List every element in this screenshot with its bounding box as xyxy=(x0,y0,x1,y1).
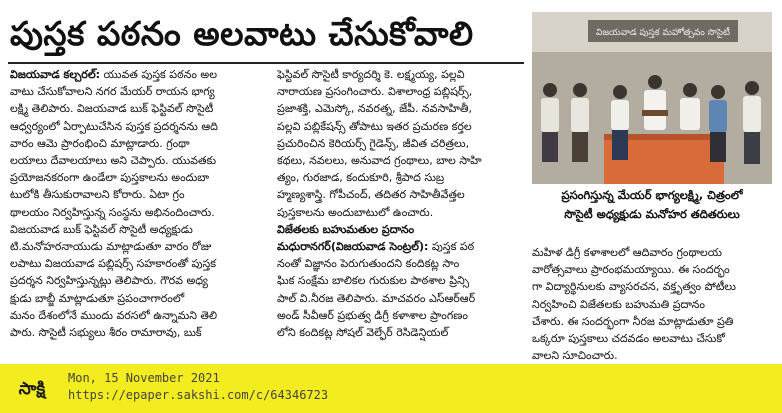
caption-line-0: ప్రసంగిస్తున్న మేయర్ భాగ్యలక్ష్మి, చిత్రంలో xyxy=(561,188,743,202)
news-photo xyxy=(532,12,772,184)
col1-line-10: టి.మనోహరనాయుడు మాట్లాడుతూ వారం రోజు xyxy=(10,240,212,254)
sub-dateline: మధురానగర్(విజయవాడ సెంట్రల్): xyxy=(277,240,429,254)
col2-line-3: పల్లవి పబ్లికేషన్స్ తోపాటు ఇతర ప్రచురణ కర్తల xyxy=(277,119,472,133)
col1-line-4: వారం ఆమె ప్రారంభించి మాట్లాడారు. గ్రంథా xyxy=(10,136,190,150)
col3-line-2: గా విద్యార్థినులకు వ్యాసరచన, వక్తృత్వం పోటీలు xyxy=(532,280,736,294)
headline-rule xyxy=(8,62,524,64)
col2-line-8: పుస్తకాలను అందుబాటులో ఉంచారు. xyxy=(277,205,434,219)
col1-line-12: ప్రదర్శన నిర్వహిస్తున్నట్లు తెలిపారు. గౌరవ అధ్య xyxy=(10,274,208,288)
headline: పుస్తక పఠనం అలవాటు చేసుకోవాలి xyxy=(10,14,474,53)
logo-text: సాక్షి xyxy=(18,379,46,399)
sub-headline: విజేతలకు బహుమతుల ప్రదానం xyxy=(277,222,415,236)
col3-line-0: మహిళ డిగ్రీ కళాశాలలో ఆదివారం గ్రంథాలయ xyxy=(532,246,722,259)
col1-line-9: విజయవాడ బుక్ ఫెస్టివల్ సొసైటీ అధ్యక్షుడు xyxy=(10,222,193,236)
col3-line-3: నిర్వహించి విజేతలకు బహుమతి ప్రదానం xyxy=(532,297,705,311)
col2-line-6: త్యం, గురజాడ, కందుకూరి, శ్రీపాద సుబ్ర xyxy=(277,171,445,185)
col1-line-5: లయాలు దేవాలయాలు అని చెప్పారు. యువతకు xyxy=(10,154,217,168)
photo-banner-text: విజయవాడ పుస్తక మహోత్సవం సొసైటీ xyxy=(596,28,730,38)
col2-line-0: ఫెస్టివల్ సొసైటీ కార్యదర్శి కె. లక్ష్మయ్య, పల్లవి xyxy=(277,68,465,81)
col2-line-b0: నంతో విజ్ఞానం పెరుగుతుందని కందికట్ల సాం xyxy=(277,257,460,271)
newspaper-logo-icon xyxy=(6,372,58,404)
col1-line-6: ప్రయోజనకరంగా ఉండేలా పుస్తకాలను అందుబా xyxy=(10,171,210,185)
col1-line-7: టులోకి తీసుకురావాలని కోరారు. ఏటా గ్రం xyxy=(10,188,185,202)
col2-line-b2: పాల్ వి.నీరజ తెలిపారు. మాచవరం ఎస్ఆర్ఆర్ xyxy=(277,291,476,305)
photo-illustration xyxy=(532,12,772,184)
col1-line-11: లపాటు విజయవాడ పబ్లిషర్స్ సహకారంతో పుస్తక xyxy=(10,257,216,271)
col1-line-8: థాలయం నిర్వహిస్తున్న సంస్థను అభినందించారు. xyxy=(10,205,215,219)
col1-line-3: ఆధ్వర్యంలో ఏర్పాటుచేసిన పుస్తక ప్రదర్శనను ఆది xyxy=(10,119,218,133)
footer-url[interactable]: https://epaper.sakshi.com/c/64346723 xyxy=(68,388,329,402)
caption-line-1: సొసైటీ అధ్యక్షుడు మనోహర తదితరులు xyxy=(564,207,740,221)
footer-text xyxy=(68,370,328,404)
col3-line-4: చేశారు. ఈ సందర్భంగా నీరజ మాట్లాడుతూ ప్రతి xyxy=(532,314,734,328)
col1-line-0: యువత పుస్తక పఠనం అల xyxy=(103,68,218,81)
col1-line-2: లక్ష్మి తెలిపారు. విజయవాడ బుక్ ఫెస్టివల్ సొసైటీ xyxy=(10,102,214,116)
footer-date: Mon, 15 November 2021 xyxy=(68,371,220,385)
col2-line-1: నారాయణ ప్రసంగించారు. విశాలాంధ్ర పబ్లిషర్స్, xyxy=(277,85,473,99)
col2-line-2: ప్రజాశక్తి, ఎమెస్కో, నవరత్న, జేపీ. నవసాహితీ, xyxy=(277,102,472,116)
col2-line-b4: లోని కందికట్ల సోషల్ వెల్ఫేర్ రెసిడెన్షియల్ xyxy=(277,326,449,340)
col3-line-5: ఒక్కరూ పుస్తకాలు చదవడం అలవాటు చేసుకో xyxy=(532,332,725,346)
col1-line-13: క్షుడు బాబ్జీ మాట్లాడుతూ ప్రపంచాగారంలో xyxy=(10,291,185,305)
col1-line-1: వాటు చేసుకోవాలని నగర మేయర్ రాయన భాగ్య xyxy=(10,85,215,99)
col2-line-7: హ్మణ్యశాస్త్రి. గోపీచంద్, తదితర సాహితీవేత్తల xyxy=(277,188,465,202)
col2-sub-rest: పుస్తక పఠ xyxy=(431,240,475,254)
col2-line-b1: ఘిక సంక్షేమ బాలికల గురుకుల పాఠశాల ప్రిన్సి xyxy=(277,274,470,288)
dateline: విజయవాడ కల్చరల్: xyxy=(10,68,101,81)
col1-line-15: పారు. సొసైటీ సభ్యులు శీరం రామారావు, బుక్ xyxy=(10,326,202,340)
col3-line-1: వారోత్సవాలు ప్రారంభమయ్యాయి. ఈ సందర్భం xyxy=(532,263,730,277)
col2-line-5: కథలు, నవలలు, అనువాద గ్రంథాలు, బాల సాహి xyxy=(277,154,482,168)
article-column-1 xyxy=(10,66,265,364)
col2-line-b3: అండ్ సీవీఆర్ ప్రభుత్వ డిగ్రీ కళాశాల ప్రాంగణం xyxy=(277,308,468,322)
col3-line-6: వాలని సూచించారు. xyxy=(532,349,618,363)
col1-line-14: మనం దేశంలోనే ముందు వరసలో ఉన్నామని తెలి xyxy=(10,308,218,322)
article-column-3 xyxy=(532,244,772,364)
photo-caption xyxy=(532,186,772,238)
article-column-2 xyxy=(277,66,523,364)
col2-line-4: ప్రచురించిన కెరియర్స్ గైడెన్స్, జీవిత చరిత్రలు, xyxy=(277,136,470,150)
